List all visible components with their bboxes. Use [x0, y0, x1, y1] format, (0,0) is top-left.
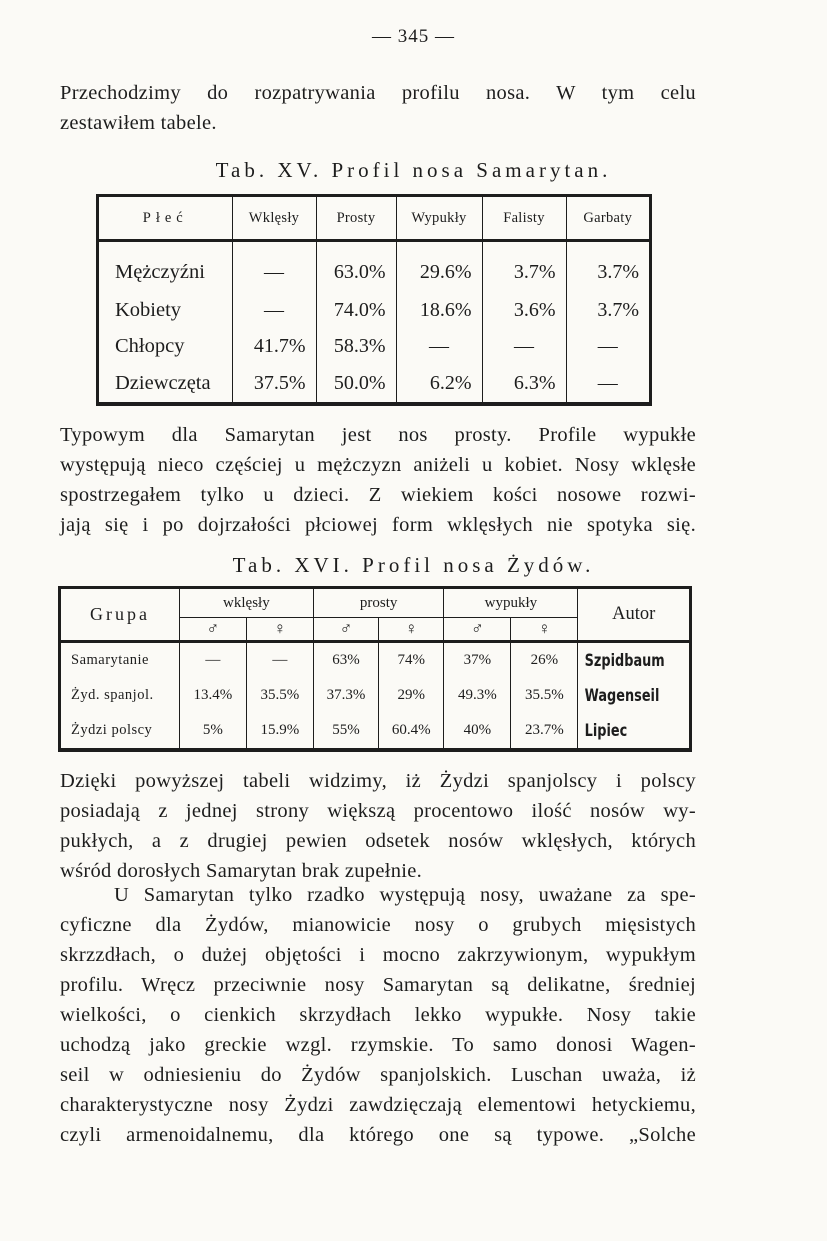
cell: —	[482, 329, 566, 366]
cell: 50.0%	[316, 365, 396, 402]
table-row	[99, 329, 649, 366]
cell: —	[597, 335, 618, 358]
cell: 74.0%	[316, 292, 396, 329]
row-label: Żyd. spanjol.	[61, 678, 179, 713]
row-label: Dziewczęta	[99, 365, 232, 402]
text-line: czyli armenoidalnemu, dla którego one są typowe. „Solche	[60, 1124, 696, 1146]
table-row	[61, 713, 689, 748]
cell: 40%	[444, 713, 511, 748]
cell: 49.3%	[444, 678, 511, 713]
cell: 26%	[511, 642, 578, 679]
cell: 18.6%	[396, 292, 482, 329]
cell: —	[396, 329, 482, 366]
table-xv	[96, 194, 652, 406]
cell: 37.5%	[232, 365, 316, 402]
table-row	[61, 678, 689, 713]
male-icon: ♂	[313, 618, 378, 642]
text-line: wielkości, o cienkich skrzydłach lekko wypukłe. Nosy takie	[60, 1004, 696, 1026]
author-cell: Lipiec	[584, 721, 628, 740]
text-line: posiadają z jednej strony większą procentowo ilość nosów wy-	[60, 800, 696, 822]
text-line: wśród dorosłych Samarytan brak zupełnie.	[60, 860, 423, 882]
row-label: Kobiety	[99, 292, 232, 329]
text-line: Dzięki powyższej tabeli widzimy, iż Żydzi spanjolscy i polscy	[60, 770, 696, 792]
cell: 6.2%	[396, 365, 482, 402]
table-row	[99, 292, 649, 329]
text-line: profilu. Wręcz przeciwnie nosy Samarytan są delikatne, średniej	[60, 974, 696, 996]
text-line: uchodzą jako greckie wzgl. rzymskie. To samo donosi Wagen-	[60, 1034, 696, 1056]
cell: —	[232, 241, 316, 292]
row-label: Samarytanie	[61, 642, 179, 679]
intro-paragraph	[60, 78, 696, 138]
text-line: spostrzegałem tylko u dzieci. Z wiekiem kości nosowe rozwi-	[60, 484, 696, 506]
row-label: Chłopcy	[99, 329, 232, 366]
author-cell: Wagenseil	[584, 686, 660, 706]
cell: 58.3%	[316, 329, 396, 366]
cell: 13.4%	[179, 678, 246, 713]
cell: 3.6%	[482, 292, 566, 329]
female-icon: ♀	[246, 618, 313, 642]
header-wklesly: Wklęsły	[232, 197, 316, 241]
table-xv-title: Tab. XV. Profil nosa Samarytan.	[215, 158, 612, 182]
text-line: skrzzdłach, o dużej objętości i mocno zakrzywionym, wypukłym	[60, 944, 696, 966]
cell: —	[246, 642, 313, 679]
text-line: zestawiłem tabele.	[60, 112, 217, 134]
cell: 60.4%	[379, 713, 444, 748]
cell: 5%	[179, 713, 246, 748]
cell: 3.7%	[482, 241, 566, 292]
cell: 15.9%	[246, 713, 313, 748]
table-row	[99, 365, 649, 402]
cell: 3.7%	[597, 298, 639, 321]
cell: 35.5%	[246, 678, 313, 713]
header-grupa: Grupa	[61, 589, 179, 642]
author-cell: Szpidbaum	[584, 651, 665, 671]
cell: —	[597, 372, 618, 395]
cell: 63.0%	[316, 241, 396, 292]
cell: 23.7%	[511, 713, 578, 748]
header-falisty: Falisty	[482, 197, 566, 241]
header-autor: Autor	[578, 589, 689, 642]
header-prosty: Prosty	[316, 197, 396, 241]
header-garbaty: Garbaty	[566, 197, 649, 241]
female-icon: ♀	[511, 618, 578, 642]
page-number: — 345 —	[372, 26, 455, 47]
table-xvi	[58, 586, 692, 752]
paragraph-1	[60, 420, 696, 540]
cell: 37%	[444, 642, 511, 679]
cell: 29.6%	[396, 241, 482, 292]
cell: 74%	[379, 642, 444, 679]
table-row	[61, 642, 689, 679]
male-icon: ♂	[444, 618, 511, 642]
cell: 63%	[313, 642, 378, 679]
text-line: U Samarytan tylko rzadko występują nosy, uważane za spe-	[114, 884, 696, 906]
cell: —	[179, 642, 246, 679]
cell: 35.5%	[511, 678, 578, 713]
header-wklesly: wklęsły	[179, 589, 313, 618]
row-label: Żydzi polscy	[61, 713, 179, 748]
text-line: Przechodzimy do rozpatrywania profilu nosa. W tym celu	[60, 82, 696, 104]
cell: 37.3%	[313, 678, 378, 713]
text-line: cyficzne dla Żydów, mianowicie nosy o grubych mięsistych	[60, 914, 696, 936]
cell: 55%	[313, 713, 378, 748]
paragraph-3	[60, 880, 696, 1150]
header-plec: Płeć	[99, 197, 232, 241]
table-row	[99, 241, 649, 292]
female-icon: ♀	[379, 618, 444, 642]
header-wypukly: Wypukły	[396, 197, 482, 241]
cell: 6.3%	[482, 365, 566, 402]
text-line: występują nieco częściej u mężczyzn aniżeli u kobiet. Nosy wklęsłe	[60, 454, 696, 476]
header-wypukly: wypukły	[444, 589, 578, 618]
cell: —	[232, 292, 316, 329]
cell: 41.7%	[232, 329, 316, 366]
cell: 3.7%	[597, 261, 639, 284]
header-prosty: prosty	[313, 589, 444, 618]
text-line: jają się i po dojrzałości płciowej form wklęsłych nie spotyka się.	[60, 514, 696, 536]
text-line: pukłych, a z drugiej pewien odsetek nosów wklęsłych, których	[60, 830, 696, 852]
paragraph-2	[60, 766, 696, 886]
cell: 29%	[379, 678, 444, 713]
table-xvi-title: Tab. XVI. Profil nosa Żydów.	[232, 553, 595, 577]
text-line: charakterystyczne nosy Żydzi zawdzięczają elementowi hetyckiemu,	[60, 1094, 696, 1116]
text-line: seil w odniesieniu do Żydów spanjolskich. Luschan uważa, iż	[60, 1064, 696, 1086]
text-line: Typowym dla Samarytan jest nos prosty. Profile wypukłe	[60, 424, 696, 446]
row-label: Mężczyźni	[99, 241, 232, 292]
male-icon: ♂	[179, 618, 246, 642]
